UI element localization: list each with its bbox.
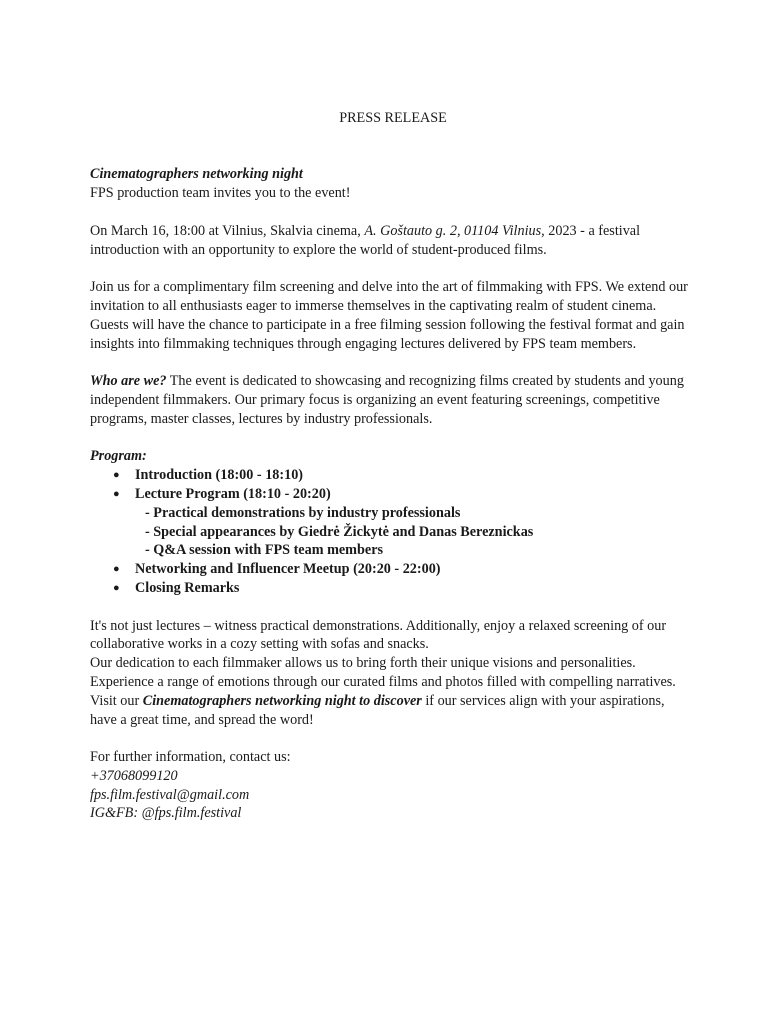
venue-address: A. Goštauto g. 2, 01104 Vilnius, bbox=[364, 222, 545, 239]
contact-email: fps.film.festival@gmail.com bbox=[90, 786, 250, 803]
program-item bbox=[90, 579, 690, 598]
program-item-label: Networking and Influencer Meetup (20:20 - 22:00) bbox=[135, 561, 441, 578]
closing-line-2: Our dedication to each filmmaker allows us to bring forth their unique visions and personalities. bbox=[90, 655, 636, 672]
bullet-icon: ● bbox=[113, 563, 120, 576]
spacer bbox=[90, 203, 690, 222]
bullet-icon: ● bbox=[113, 487, 120, 500]
closing-line-3: Experience a range of emotions through our curated films and photos filled with compelling narratives. bbox=[90, 673, 676, 690]
join-paragraph: Join us for a complimentary film screening and delve into the art of filmmaking with FPS. We extend our invitation to all enthusiasts eager to immerse themselves in the captivating realm of student cinema. Guests will have the chance to participate in a free filming session following the festival format and gain insights into filmmaking techniques through engaging lectures delivered by FPS team members. bbox=[90, 279, 688, 352]
when-where-suffix: 2023 - a festival introduction with an opportunity to explore the world of student-produced films. bbox=[90, 222, 641, 258]
event-link-text: Cinematographers networking night to discover bbox=[142, 692, 422, 709]
bullet-icon: ● bbox=[113, 581, 120, 594]
spacer bbox=[90, 429, 690, 448]
contact-phone: +37068099120 bbox=[90, 767, 178, 784]
event-invite: FPS production team invites you to the event! bbox=[90, 185, 351, 202]
contact-social: IG&FB: @fps.film.festival bbox=[90, 805, 242, 822]
spacer bbox=[90, 128, 690, 166]
program-item-label: Lecture Program (18:10 - 20:20) bbox=[135, 485, 331, 502]
who-paragraph bbox=[90, 372, 690, 428]
spacer bbox=[90, 598, 690, 617]
program-list bbox=[90, 466, 690, 504]
program-subitem: - Q&A session with FPS team members bbox=[145, 542, 384, 559]
who-text: The event is dedicated to showcasing and recognizing films created by students and young independent filmmakers. Our primary focus is organizing an event featuring screenings, competitive programs, master classes, lectures by industry professionals. bbox=[90, 373, 684, 427]
spacer bbox=[90, 259, 690, 278]
document-page bbox=[90, 109, 690, 823]
program-item bbox=[90, 466, 690, 485]
program-list-continued bbox=[90, 560, 690, 598]
when-where-paragraph bbox=[90, 222, 690, 260]
program-subitem: - Special appearances by Giedrė Žickytė and Danas Bereznickas bbox=[145, 523, 534, 540]
contact-heading: For further information, contact us: bbox=[90, 749, 291, 766]
who-heading: Who are we? bbox=[90, 373, 167, 390]
bullet-icon: ● bbox=[113, 469, 120, 482]
program-subitem: - Practical demonstrations by industry professionals bbox=[145, 504, 461, 521]
program-heading: Program: bbox=[90, 448, 147, 465]
page-title: PRESS RELEASE bbox=[339, 110, 447, 126]
closing-line-4-prefix: Visit our bbox=[90, 692, 143, 709]
program-item bbox=[90, 485, 690, 504]
closing-line-4-suffix: if our services align with your aspirations, have a great time, and spread the word! bbox=[90, 692, 665, 728]
spacer bbox=[90, 353, 690, 372]
closing-line-1: It's not just lectures – witness practical demonstrations. Additionally, enjoy a relaxed screening of our collaborative works in a cozy setting with sofas and snacks. bbox=[90, 617, 667, 653]
when-where-prefix: On March 16, 18:00 at Vilnius, Skalvia cinema, bbox=[90, 222, 365, 239]
program-item-label: Introduction (18:00 - 18:10) bbox=[135, 467, 304, 484]
program-item-label: Closing Remarks bbox=[135, 579, 240, 596]
event-name: Cinematographers networking night bbox=[90, 166, 303, 183]
program-item bbox=[90, 560, 690, 579]
closing-line-4 bbox=[90, 692, 690, 730]
spacer bbox=[90, 729, 690, 748]
